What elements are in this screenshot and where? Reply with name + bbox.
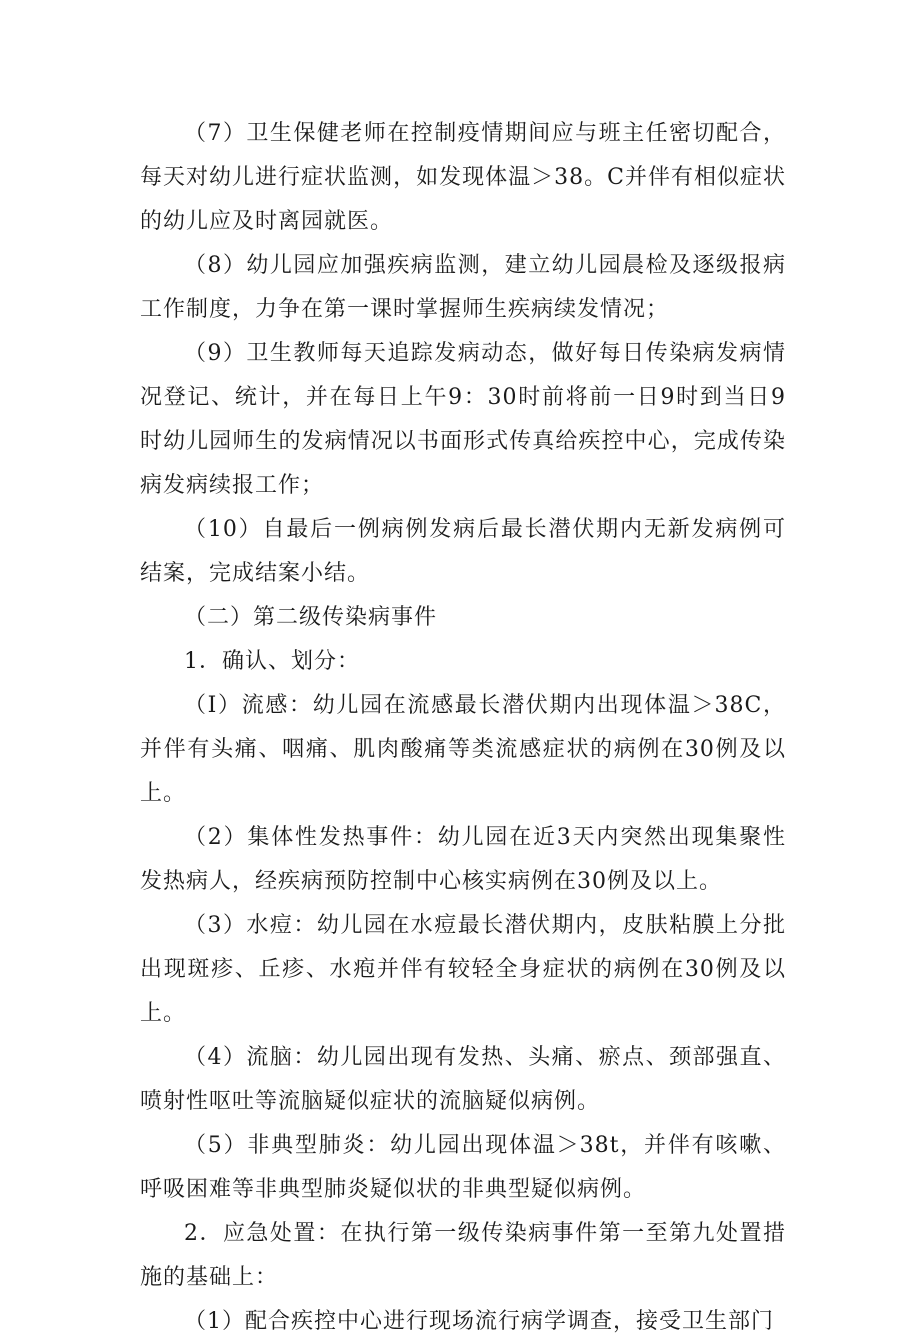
paragraph-meningitis: （4）流脑：幼儿园出现有发热、头痛、瘀点、颈部强直、喷射性呕吐等流脑疑似症状的流脑疑似病例。 xyxy=(140,1045,786,1114)
subheading-emergency-response: 2．应急处置：在执行第一级传染病事件第一至第九处置措施的基础上： xyxy=(140,1221,786,1290)
paragraph-item-10: （10）自最后一例病例发病后最长潜伏期内无新发病例可结案，完成结案小结。 xyxy=(140,517,786,586)
paragraph-chickenpox: （3）水痘：幼儿园在水痘最长潜伏期内，皮肤粘膜上分批出现斑疹、丘疹、水疱并伴有较轻全身症状的病例在30例及以上。 xyxy=(140,913,786,1026)
paragraph-item-9: （9）卫生教师每天追踪发病动态，做好每日传染病发病情况登记、统计，并在每日上午9：30时前将前一日9时到当日9时幼儿园师生的发病情况以书面形式传真给疾控中心，完成传染病发病续报工作； xyxy=(140,341,786,498)
paragraph-item-7: （7）卫生保健老师在控制疫情期间应与班主任密切配合，每天对幼儿进行症状监测，如发现体温＞38。C并伴有相似症状的幼儿应及时离园就医。 xyxy=(140,121,786,234)
paragraph-item-8: （8）幼儿园应加强疾病监测，建立幼儿园晨检及逐级报病工作制度，力争在第一课时掌握师生疾病续发情况； xyxy=(140,253,786,322)
document-body xyxy=(140,112,786,1344)
paragraph-flu: （I）流感：幼儿园在流感最长潜伏期内出现体温＞38C，并伴有头痛、咽痛、肌肉酸痛等类流感症状的病例在30例及以上。 xyxy=(140,693,786,806)
section-heading-level2: （二）第二级传染病事件 xyxy=(184,605,438,630)
paragraph-group-fever: （2）集体性发热事件：幼儿园在近3天内突然出现集聚性发热病人，经疾病预防控制中心核实病例在30例及以上。 xyxy=(140,825,786,894)
paragraph-cooperate-cdc: （1）配合疾控中心进行现场流行病学调查，接受卫生部门 xyxy=(184,1309,774,1334)
paragraph-sars: （5）非典型肺炎：幼儿园出现体温＞38t，并伴有咳嗽、呼吸困难等非典型肺炎疑似状的非典型疑似病例。 xyxy=(140,1133,786,1202)
subheading-confirm-classify: 1．确认、划分： xyxy=(184,649,360,674)
